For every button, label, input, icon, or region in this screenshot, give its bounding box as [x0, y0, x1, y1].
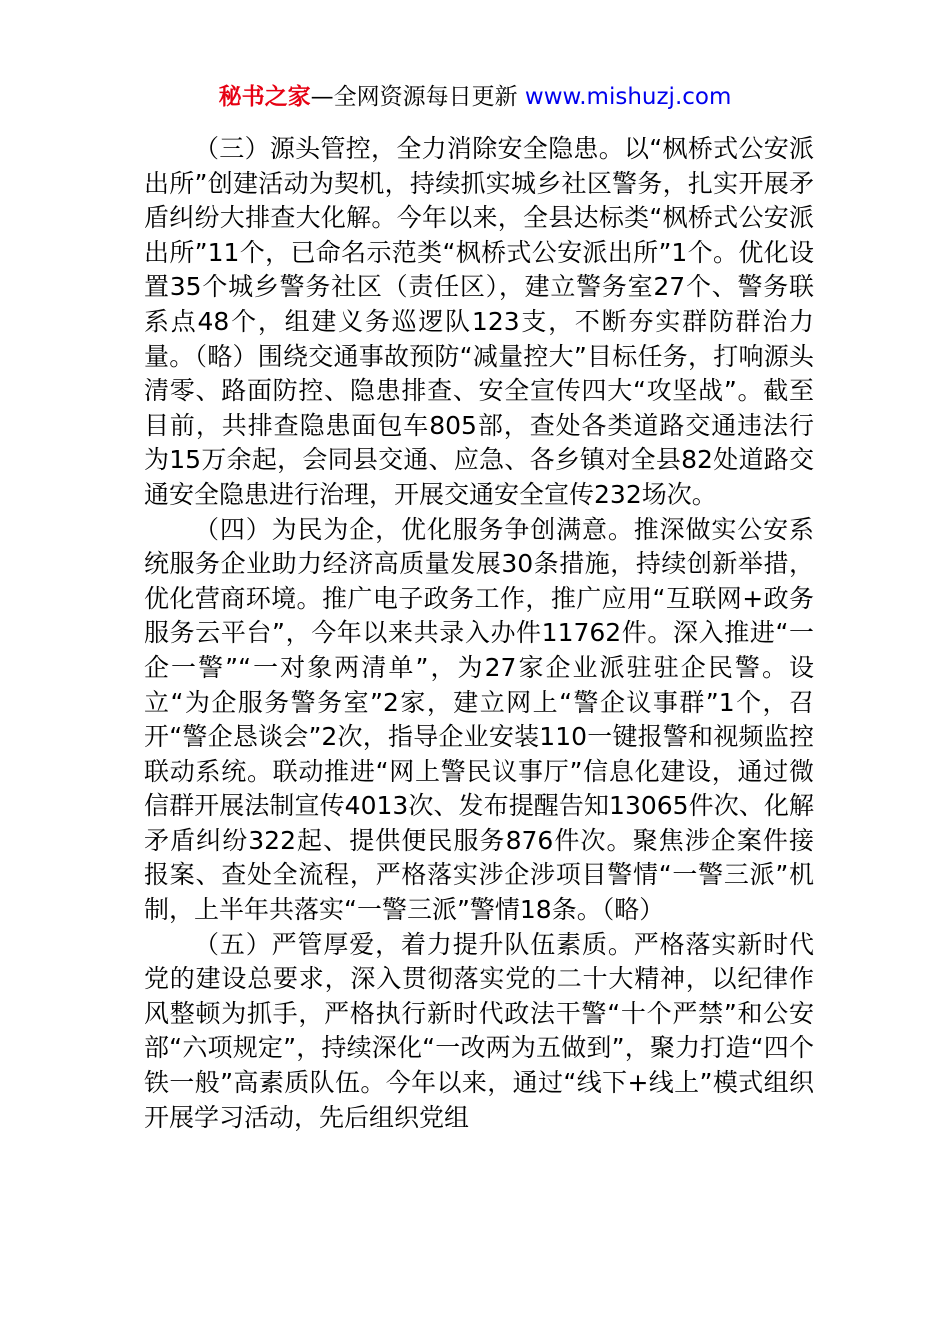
site-header	[0, 80, 950, 114]
site-brand: 秘书之家	[218, 84, 311, 110]
paragraph-team-quality: （五）严管厚爱，着力提升队伍素质。严格落实新时代党的建设总要求，深入贯彻落实党的二十大精神，以纪律作风整顿为抓手，严格执行新时代政法干警“十个严禁”和公安部“六项规定”，持续深化“一改两为五做到”，聚力打造“四个铁一般”高素质队伍。今年以来，通过“线下+线上”模式组织开展学习活动，先后组织党组	[144, 929, 814, 1132]
site-url-link[interactable]: www.mishuzj.com	[524, 84, 732, 110]
site-tagline: —全网资源每日更新	[310, 84, 525, 110]
document-body	[144, 132, 814, 1135]
paragraph-service-enterprise: （四）为民为企，优化服务争创满意。推深做实公安系统服务企业助力经济高质量发展30条措施，持续创新举措，优化营商环境。推广电子政务工作，推广应用“互联网+政务服务云平台”，今年以来共录入办件11762件。深入推进“一企一警”“一对象两清单”，为27家企业派驻驻企民警。设立“为企服务警务室”2家，建立网上“警企议事群”1个，召开“警企恳谈会”2次，指导企业安装110一键报警和视频监控联动系统。联动推进“网上警民议事厅”信息化建设，通过微信群开展法制宣传4013次、发布提醒告知13065件次、化解矛盾纠纷322起、提供便民服务876件次。聚焦涉企案件接报案、查处全流程，严格落实涉企涉项目警情“一警三派”机制，上半年共落实“一警三派”警情18条。（略）	[144, 514, 814, 925]
paragraph-source-control: （三）源头管控，全力消除安全隐患。以“枫桥式公安派出所”创建活动为契机，持续抓实城乡社区警务，扎实开展矛盾纠纷大排查大化解。今年以来，全县达标类“枫桥式公安派出所”11个，已命名示范类“枫桥式公安派出所”1个。优化设置35个城乡警务社区（责任区），建立警务室27个、警务联系点48个，组建义务巡逻队123支，不断夯实群防群治力量。（略）围绕交通事故预防“减量控大”目标任务，打响源头清零、路面防控、隐患排查、安全宣传四大“攻坚战”。截至目前，共排查隐患面包车805部，查处各类道路交通违法行为15万余起，会同县交通、应急、各乡镇对全县82处道路交通安全隐患进行治理，开展交通安全宣传232场次。	[144, 134, 814, 509]
